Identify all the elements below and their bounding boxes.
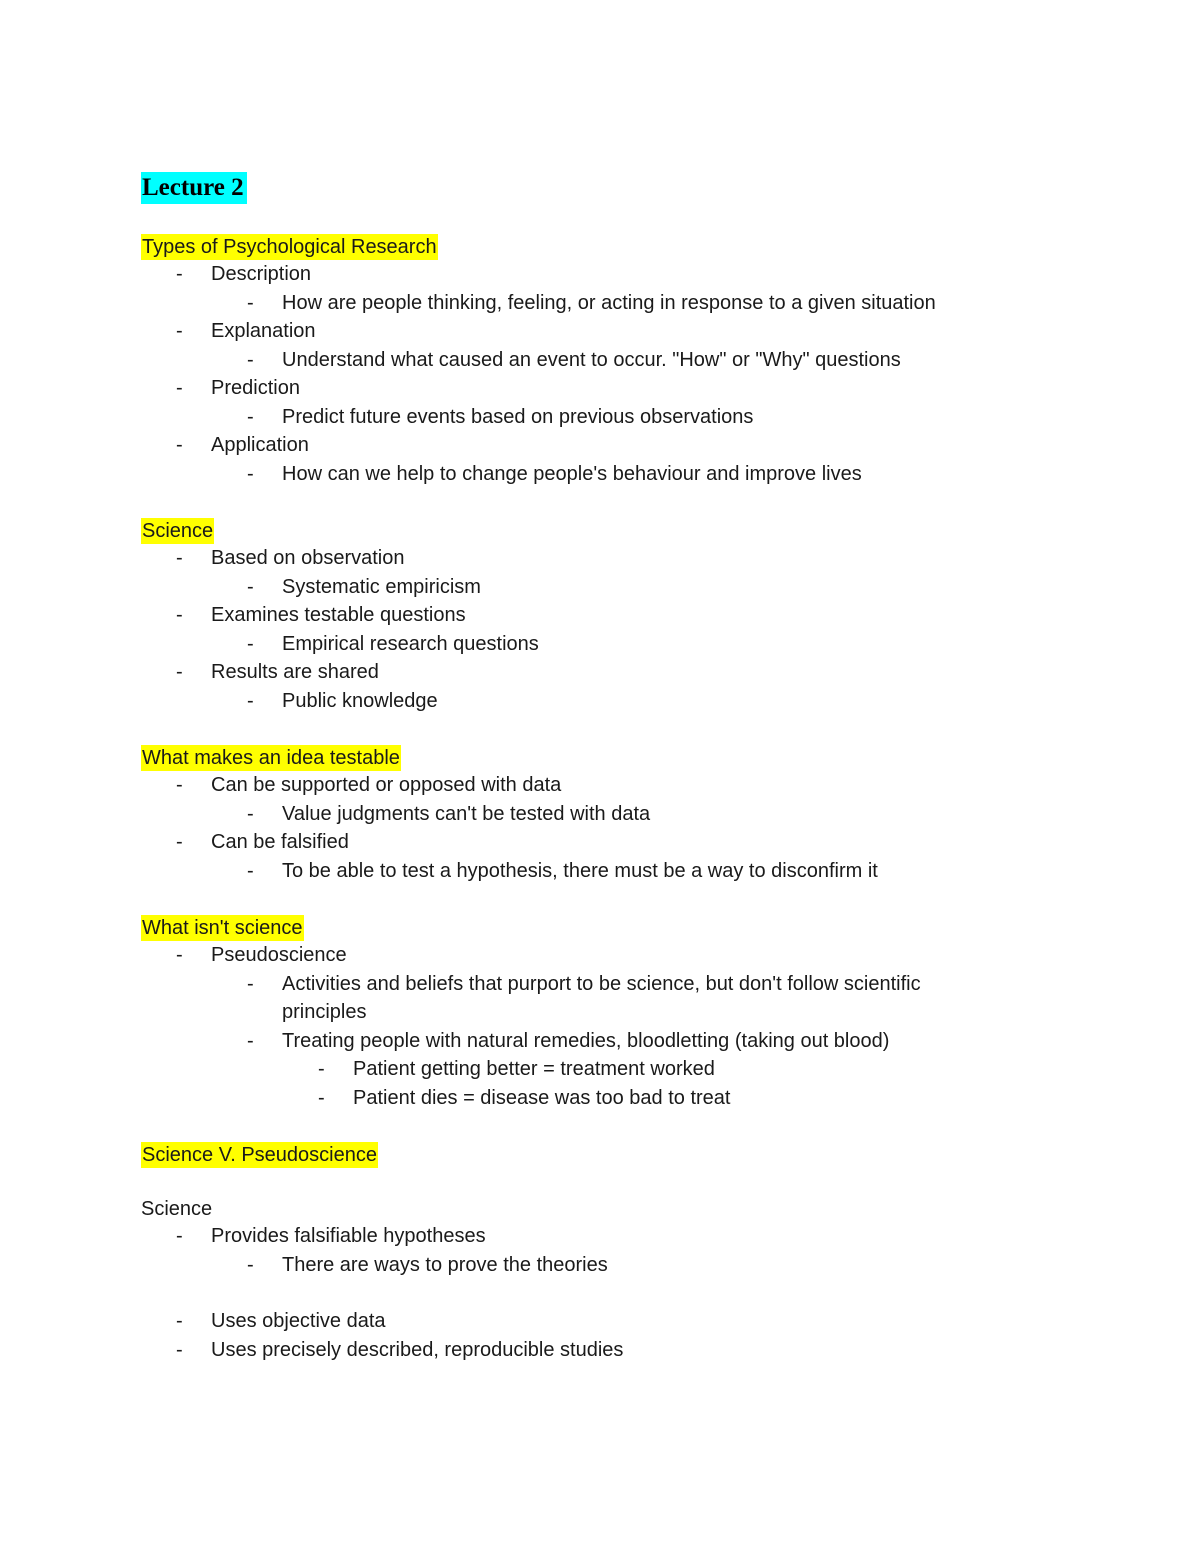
list-item: - How can we help to change people's behaviour and improve lives <box>282 460 1041 489</box>
subsection-heading: Science <box>141 1198 213 1220</box>
list-item: - Predict future events based on previous observations <box>282 403 1041 432</box>
list-item: - Understand what caused an event to occur. "How" or "Why" questions <box>282 346 1041 375</box>
list-item: - Value judgments can't be tested with data <box>282 800 1041 829</box>
list-item: - Explanation - Understand what caused an event to occur. "How" or "Why" questions <box>211 317 1041 374</box>
sub-list <box>211 1251 1041 1280</box>
list-item: - Activities and beliefs that purport to be science, but don't follow scientific principles <box>282 970 1041 1027</box>
bullet-list <box>141 941 1041 1112</box>
list-item: - Can be supported or opposed with data - Value judgments can't be tested with data <box>211 771 1041 828</box>
sub-list <box>211 460 1041 489</box>
list-item: - Description - How are people thinking, feeling, or acting in response to a given situation <box>211 260 1041 317</box>
subsection-science <box>141 1196 1041 1364</box>
list-item: - To be able to test a hypothesis, there must be a way to disconfirm it <box>282 857 1041 886</box>
list-item: - Public knowledge <box>282 687 1041 716</box>
section-testable-idea <box>141 745 1041 885</box>
document-page <box>141 172 1041 1364</box>
list-item: - Empirical research questions <box>282 630 1041 659</box>
list-item: - Can be falsified - To be able to test a hypothesis, there must be a way to disconfirm it <box>211 828 1041 885</box>
list-item: - Provides falsifiable hypotheses - There are ways to prove the theories <box>211 1222 1041 1279</box>
sub-list <box>211 630 1041 659</box>
sub-list <box>211 800 1041 829</box>
section-science-vs-pseudoscience <box>141 1142 1041 1364</box>
list-item: - Uses objective data <box>211 1307 1041 1336</box>
sub-list <box>211 970 1041 1113</box>
section-not-science <box>141 915 1041 1112</box>
list-item: - Treating people with natural remedies, bloodletting (taking out blood) - Patient getting better = treatment worked - Patient dies = disease was too bad to treat <box>282 1027 1041 1113</box>
section-heading: What isn't science <box>142 917 303 939</box>
sub-list <box>211 857 1041 886</box>
sub-list <box>211 687 1041 716</box>
section-heading: Science V. Pseudoscience <box>142 1144 377 1166</box>
section-heading: What makes an idea testable <box>142 747 400 769</box>
list-item: - Patient getting better = treatment worked <box>353 1055 1041 1084</box>
section-types-of-research <box>141 234 1041 488</box>
bullet-list <box>141 544 1041 715</box>
sub-list <box>211 289 1041 318</box>
list-item: - Application - How can we help to change people's behaviour and improve lives <box>211 431 1041 488</box>
bullet-list <box>141 1222 1041 1364</box>
sub-sub-list <box>282 1055 1041 1112</box>
list-item: - Systematic empiricism <box>282 573 1041 602</box>
document-title: Lecture 2 <box>141 172 247 204</box>
section-science <box>141 518 1041 715</box>
list-item: - Based on observation - Systematic empiricism <box>211 544 1041 601</box>
list-item: - Prediction - Predict future events based on previous observations <box>211 374 1041 431</box>
bullet-list <box>141 260 1041 488</box>
sub-list <box>211 346 1041 375</box>
sub-list <box>211 573 1041 602</box>
list-item: - Results are shared - Public knowledge <box>211 658 1041 715</box>
list-item: - How are people thinking, feeling, or acting in response to a given situation <box>282 289 1041 318</box>
list-item: - Patient dies = disease was too bad to treat <box>353 1084 1041 1113</box>
bullet-list <box>141 771 1041 885</box>
list-item: - There are ways to prove the theories <box>282 1251 1041 1280</box>
list-item: - Pseudoscience - Activities and beliefs that purport to be science, but don't follow scientific principles - Treating people with natural remedies, bloodletting (taking out blood) - Patient getting better = treatment worked - Patient dies = disease was too bad to treat <box>211 941 1041 1112</box>
section-heading: Types of Psychological Research <box>142 236 437 258</box>
section-heading: Science <box>142 520 214 542</box>
sub-list <box>211 403 1041 432</box>
list-item: - Uses precisely described, reproducible studies <box>211 1336 1041 1365</box>
list-item: - Examines testable questions - Empirical research questions <box>211 601 1041 658</box>
